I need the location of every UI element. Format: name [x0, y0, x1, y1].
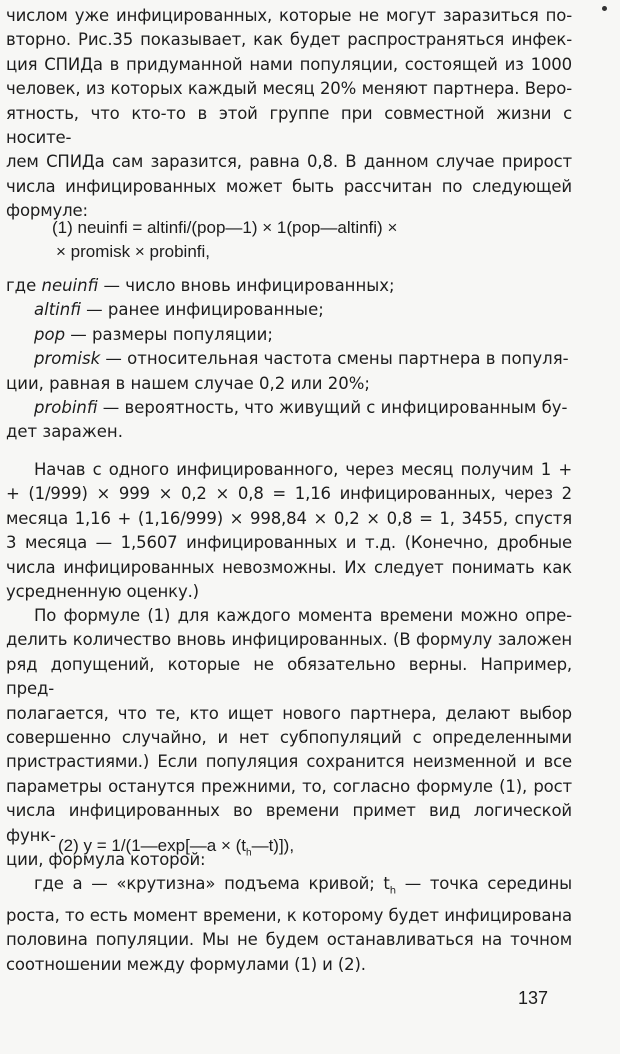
formula-2	[58, 834, 294, 865]
text-line: числа инфицированных невозможны. Их следует понимать как	[6, 557, 572, 577]
definitions	[6, 274, 572, 445]
text-line: числа инфицированных во времени примет вид логической функ-	[6, 801, 572, 845]
text-line: 3 месяца — 1,5607 инфицированных и т.д. (Конечно, дробные	[6, 533, 572, 553]
definition-item	[6, 347, 572, 371]
paragraph-2	[6, 458, 572, 604]
text-line: числа инфицированных может быть рассчитан по следующей	[6, 176, 572, 196]
text-fragment: — точка середины	[395, 874, 572, 893]
paragraph-1	[6, 4, 572, 224]
text-line: делить количество вновь инфицированных. (В формулу заложен	[6, 630, 572, 650]
text-line: месяца 1,16 + (1,16/999) × 998,84 × 0,2 × 0,8 = 1, 3455, спустя	[6, 508, 572, 528]
text-line: усредненную оценку.)	[6, 582, 199, 602]
text-line: совершенно случайно, и нет субпопуляций с определенными	[6, 728, 572, 748]
formula-2-start: (2) y = 1/(1—exp[—a × (t	[58, 836, 247, 855]
text-line: ятность, что кто-то в этой группе при совместной жизни с носите-	[6, 103, 572, 148]
text-line	[6, 872, 572, 904]
definition-item	[6, 396, 572, 420]
text-line: Начав с одного инфицированного, через месяц получим 1 +	[34, 460, 572, 479]
text-line: ция СПИДа в придуманной нами популяции, состоящей из 1000	[6, 54, 572, 74]
text-line: ряд допущений, которые не обязательно верны. Например, пред-	[6, 654, 572, 699]
definition-item	[6, 298, 572, 322]
subscript: h	[389, 885, 396, 897]
text-line: параметры останутся прежними, то, согласно формуле (1), рост	[6, 776, 572, 796]
definition-item-continued	[6, 420, 572, 444]
definition-text: — размеры популяции;	[65, 324, 273, 344]
text-line: человек, из которых каждый месяц 20% меняют партнера. Веро-	[6, 79, 572, 99]
definition-text: — число вновь инфицированных;	[98, 276, 395, 295]
text-line: половина популяции. Мы не будем останавливаться на точном	[6, 930, 572, 950]
page-number: 137	[518, 988, 549, 1008]
definition-text: — ранее инфицированные;	[80, 300, 324, 320]
definition-item-continued	[6, 372, 572, 396]
paragraph-4	[6, 872, 572, 977]
text-line: ции, формула которой:	[6, 850, 206, 870]
text-line: соотношении между формулами (1) и (2).	[6, 954, 366, 974]
formula-1-line-1: (1) neuinfi = altinfi/(pop—1) × 1(pop—altinfi) ×	[52, 218, 398, 237]
text-fragment: где a — «крутизна» подъема кривой; t	[34, 874, 390, 893]
text-line: пристрастиями.) Если популяция сохранится неизменной и все	[6, 752, 572, 772]
definition-term: altinfi	[34, 300, 81, 320]
definition-text: — относительная частота смены партнера в популя-	[100, 349, 569, 369]
text-line: лем СПИДа сам заразится, равна 0,8. В данном случае прирост	[6, 152, 572, 172]
definition-text: ции, равная в нашем случае 0,2 или 20%;	[6, 373, 370, 393]
definition-term: neuinfi	[41, 276, 99, 295]
definition-term: promisk	[34, 349, 101, 369]
definition-item	[6, 323, 572, 347]
text-line: + (1/999) × 999 × 0,2 × 0,8 = 1,16 инфицированных, через 2	[6, 484, 572, 504]
text-line: роста, то есть момент времени, к которому будет инфицирована	[6, 905, 572, 925]
text-line: полагается, что те, кто ищет нового партнера, делают выбор	[6, 703, 572, 723]
definition-text: дет заражен.	[6, 422, 123, 442]
ink-dot	[602, 6, 607, 11]
formula-2-end: —t)]),	[251, 836, 295, 855]
text-line: числом уже инфицированных, которые не могут заразиться по-	[6, 6, 572, 25]
definition-term: probinfi	[34, 398, 98, 418]
text-line: вторно. Рис.35 показывает, как будет распространяться инфек-	[6, 30, 572, 50]
formula-2-subscript: h	[246, 847, 252, 859]
definition-term: pop	[34, 324, 66, 344]
definition-text: — вероятность, что живущий с инфицированным бу-	[97, 398, 568, 418]
formula-1	[52, 216, 397, 264]
paragraph-3	[6, 604, 572, 872]
text-line: По формуле (1) для каждого момента времени можно опре-	[34, 606, 572, 625]
formula-1-line-2: × promisk × probinfi,	[56, 242, 211, 261]
text-line: формуле:	[6, 201, 88, 221]
definitions-intro: где	[6, 276, 42, 295]
definition-item	[6, 274, 572, 298]
